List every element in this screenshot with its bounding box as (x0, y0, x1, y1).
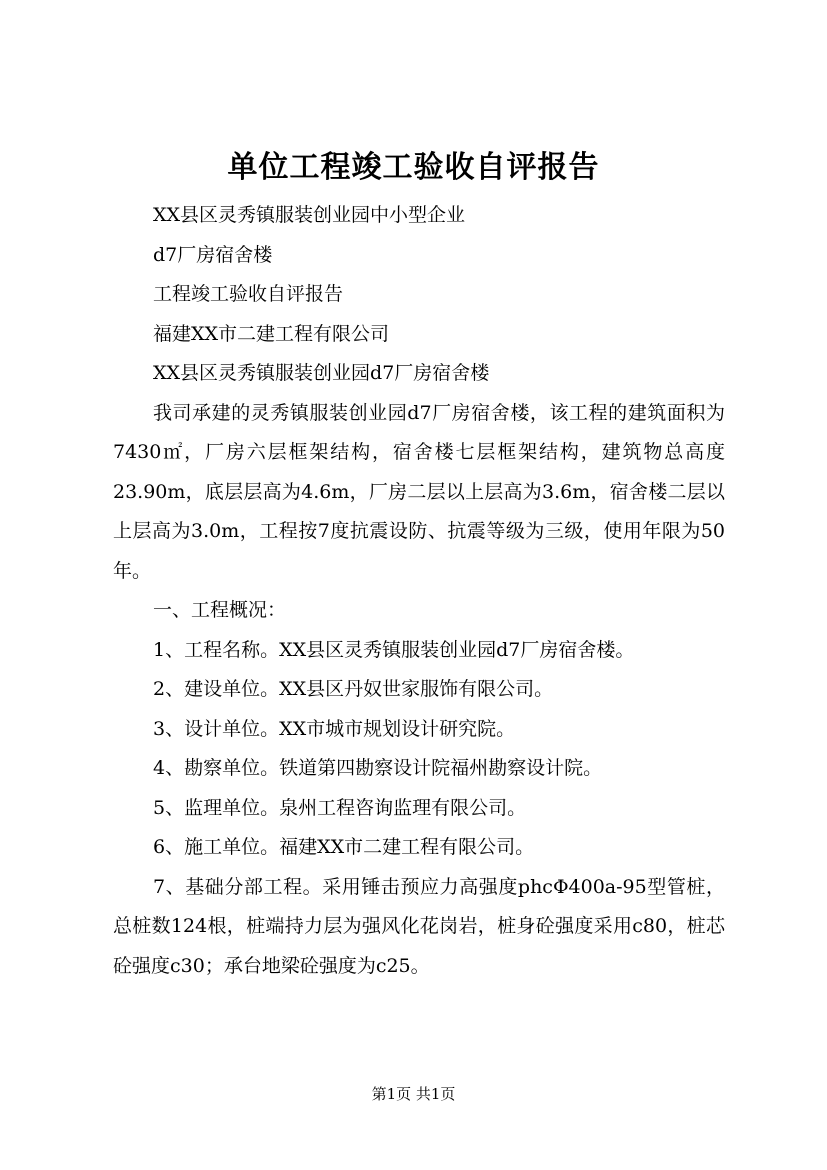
list-item-contractor: 6、施工单位。福建XX市二建工程有限公司。 (153, 836, 535, 858)
document-body (113, 196, 725, 986)
header-line-building: d7厂房宿舍楼 (153, 243, 273, 266)
header-line-project-location: XX县区灵秀镇服装创业园中小型企业 (153, 204, 466, 226)
list-item-supervision-unit: 5、监理单位。泉州工程咨询监理有限公司。 (153, 796, 527, 819)
foundation-paragraph: 7、基础分部工程。采用锤击预应力高强度phcΦ400a-95型管桩，总桩数124根，桩端持力层为强风化花岗岩，桩身砼强度采用c80，桩芯砼强度c30；承台地梁砼强度为c25。 (113, 875, 725, 977)
list-item-construction-unit: 2、建设单位。XX县区丹奴世家服饰有限公司。 (153, 678, 554, 700)
page-footer: 第1页 共1页 (371, 1085, 456, 1103)
section-heading: 一、工程概况： (153, 599, 287, 621)
header-line-report-name: 工程竣工验收自评报告 (153, 283, 344, 305)
header-line-project-full-name: XX县区灵秀镇服装创业园d7厂房宿舍楼 (153, 362, 490, 384)
list-item-project-name: 1、工程名称。XX县区灵秀镇服装创业园d7厂房宿舍楼。 (153, 638, 635, 661)
header-line-company: 福建XX市二建工程有限公司 (153, 322, 390, 345)
list-item-survey-unit: 4、勘察单位。铁道第四勘察设计院福州勘察设计院。 (153, 757, 603, 779)
document-title: 单位工程竣工验收自评报告 (227, 150, 600, 185)
intro-paragraph: 我司承建的灵秀镇服装创业园d7厂房宿舍楼，该工程的建筑面积为7430㎡，厂房六层框架结构，宿舍楼七层框架结构，建筑物总高度23.90m，底层层高为4.6m，厂房二层以上层高为3.6m，宿舍楼二层以上层高为3.0m，工程按7度抗震设防、抗震等级为三级，使用年限为50年。 (113, 401, 725, 582)
list-item-design-unit: 3、设计单位。XX市城市规划设计研究院。 (153, 717, 516, 740)
